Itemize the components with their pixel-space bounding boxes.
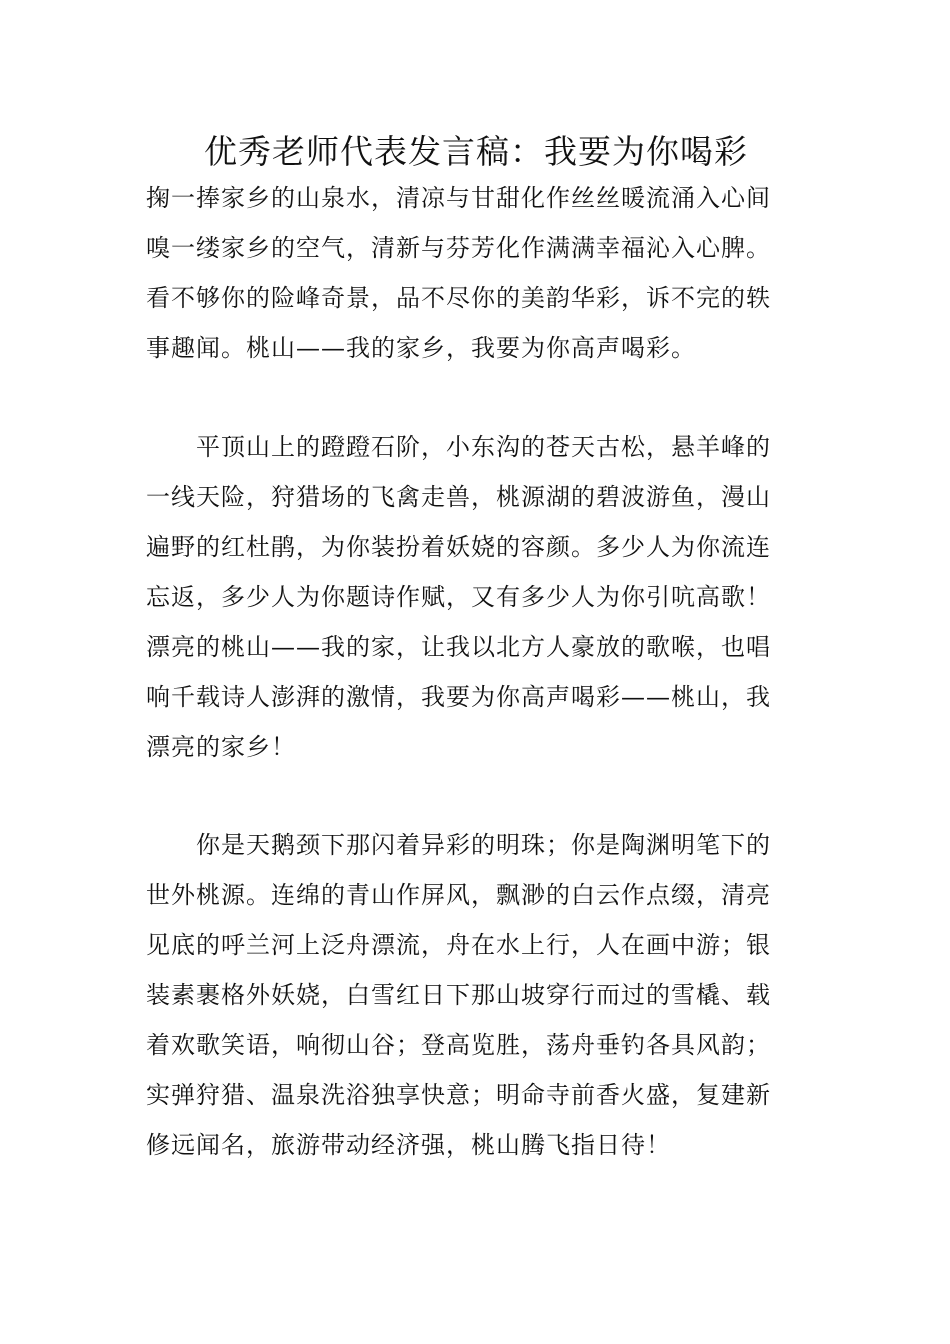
document-title: 优秀老师代表发言稿：我要为你喝彩 [204,132,748,171]
text-line: 着欢歌笑语，响彻山谷；登高览胜，荡舟垂钓各具风韵； [146,1031,771,1059]
text-line: 你是天鹅颈下那闪着异彩的明珠；你是陶渊明笔下的 [146,831,771,859]
text-line: 见底的呼兰河上泛舟漂流，舟在水上行，人在画中游；银 [146,931,771,959]
paragraph-1 [146,173,806,373]
text-line: 嗅一缕家乡的空气，清新与芬芳化作满满幸福沁入心脾。 [146,234,771,262]
text-line: 实弹狩猎、温泉洗浴独享快意；明命寺前香火盛，复建新 [146,1081,771,1109]
text-line: 世外桃源。连绵的青山作屏风，飘渺的白云作点缀，清亮 [146,881,771,909]
text-line: 修远闻名，旅游带动经济强，桃山腾飞指日待！ [146,1131,671,1159]
text-line: 忘返，多少人为你题诗作赋，又有多少人为你引吭高歌！ [146,583,771,611]
text-line: 一线天险，狩猎场的飞禽走兽，桃源湖的碧波游鱼，漫山 [146,483,771,511]
text-line: 遍野的红杜鹃，为你装扮着妖娆的容颜。多少人为你流连 [146,533,771,561]
text-line: 事趣闻。桃山——我的家乡，我要为你高声喝彩。 [146,334,696,362]
text-line: 看不够你的险峰奇景，品不尽你的美韵华彩，诉不完的轶 [146,284,771,312]
text-line: 响千载诗人澎湃的激情，我要为你高声喝彩——桃山，我 [146,683,771,711]
text-line: 掬一捧家乡的山泉水，清凉与甘甜化作丝丝暖流涌入心间 [146,184,771,212]
text-line: 装素裹格外妖娆，白雪红日下那山坡穿行而过的雪橇、载 [146,981,771,1009]
text-line: 平顶山上的蹬蹬石阶，小东沟的苍天古松，悬羊峰的 [146,433,771,461]
text-line: 漂亮的家乡！ [146,733,296,761]
paragraph-2 [146,422,806,772]
paragraph-3 [146,820,806,1170]
text-line: 漂亮的桃山——我的家，让我以北方人豪放的歌喉，也唱 [146,633,771,661]
